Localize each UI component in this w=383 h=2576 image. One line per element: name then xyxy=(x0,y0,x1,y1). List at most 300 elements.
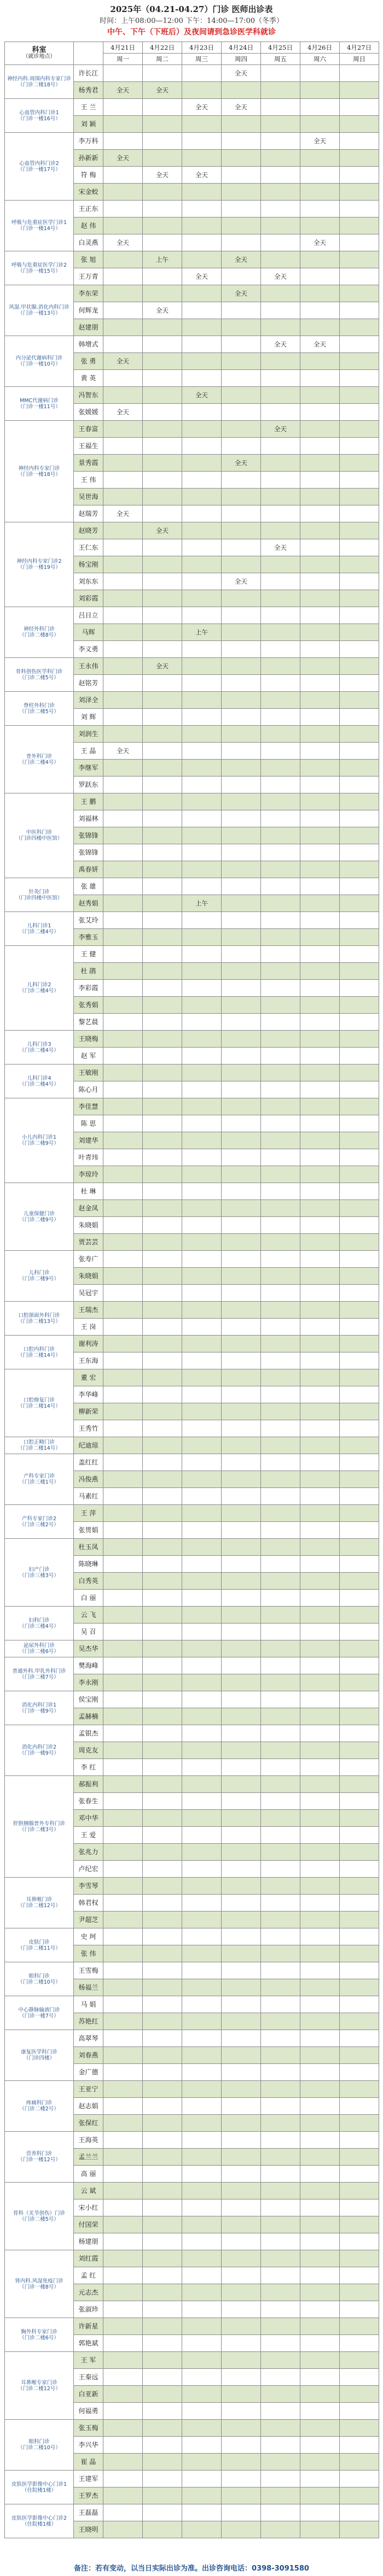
department-location: （门诊一楼9号） xyxy=(19,1750,59,1756)
shift-cell xyxy=(300,895,340,912)
doctor-name: 郭艳斌 xyxy=(74,2335,103,2352)
doctor-name: 刘福林 xyxy=(74,810,103,827)
shift-cell xyxy=(222,2149,261,2166)
doctor-name: 罗跃东 xyxy=(74,777,103,793)
doctor-name: 赵建朋 xyxy=(74,319,103,336)
shift-cell xyxy=(222,997,261,1014)
department-location: （门诊一楼18号） xyxy=(18,471,61,478)
shift-cell xyxy=(182,472,222,489)
shift-cell xyxy=(300,1962,340,1979)
shift-cell xyxy=(182,963,222,980)
shift-cell xyxy=(300,2013,340,2030)
shift-cell xyxy=(340,65,379,82)
shift-cell xyxy=(182,1861,222,1878)
shift-cell xyxy=(300,641,340,658)
shift-cell xyxy=(143,1691,182,1708)
department-cell xyxy=(5,1031,74,1064)
shift-cell xyxy=(300,1403,340,1420)
shift-cell xyxy=(340,2115,379,2132)
doctor-name: 杜 鹃 xyxy=(74,963,103,980)
shift-cell xyxy=(143,2318,182,2335)
shift-cell xyxy=(300,2115,340,2132)
shift-cell xyxy=(300,99,340,116)
shift-cell xyxy=(261,1285,300,1302)
shift-cell xyxy=(103,692,143,709)
shift-cell xyxy=(103,387,143,404)
shift-cell xyxy=(182,793,222,810)
shift-cell xyxy=(222,2437,261,2454)
shift-cell xyxy=(222,217,261,234)
shift-cell xyxy=(103,251,143,268)
department-cell xyxy=(5,692,74,726)
doctor-name: 盖红红 xyxy=(74,1454,103,1471)
shift-cell xyxy=(340,2471,379,2487)
shift-cell xyxy=(261,1725,300,1742)
doctor-name: 陈 思 xyxy=(74,1115,103,1132)
shift-cell xyxy=(103,2471,143,2487)
shift-cell xyxy=(300,2437,340,2454)
shift-cell xyxy=(300,777,340,793)
shift-cell xyxy=(300,980,340,997)
shift-cell xyxy=(300,167,340,184)
shift-cell xyxy=(182,709,222,726)
shift-cell xyxy=(182,1657,222,1674)
shift-cell xyxy=(300,2420,340,2437)
shift-cell xyxy=(222,946,261,963)
shift-cell xyxy=(182,2504,222,2521)
shift-cell xyxy=(340,2267,379,2284)
department-location: （门诊四楼中医馆） xyxy=(15,895,63,901)
doctor-name: 白灵燕 xyxy=(74,234,103,251)
shift-cell xyxy=(143,641,182,658)
department-cell xyxy=(5,251,74,285)
shift-cell xyxy=(103,777,143,793)
shift-cell xyxy=(340,167,379,184)
weekday-header: 周四 xyxy=(222,54,261,65)
shift-cell xyxy=(143,861,182,878)
shift-cell xyxy=(182,2471,222,2487)
doctor-row xyxy=(5,2352,379,2369)
department-name: 肝胆胰腺普外专科门诊 xyxy=(13,1820,65,1827)
shift-cell xyxy=(103,1640,143,1657)
shift-cell xyxy=(103,1454,143,1471)
shift-cell xyxy=(222,1640,261,1657)
shift-cell xyxy=(182,2369,222,2386)
shift-cell xyxy=(222,1031,261,1048)
shift-cell xyxy=(222,489,261,505)
shift-cell xyxy=(182,1234,222,1251)
doctor-row xyxy=(5,201,379,217)
shift-cell xyxy=(222,980,261,997)
shift-cell xyxy=(340,1048,379,1064)
doctor-row xyxy=(5,2081,379,2098)
shift-cell xyxy=(182,455,222,472)
department-cell xyxy=(5,522,74,607)
shift-cell xyxy=(103,1522,143,1539)
shift-cell xyxy=(103,1945,143,1962)
shift-cell xyxy=(103,1115,143,1132)
doctor-name: 侯宝刚 xyxy=(74,1691,103,1708)
shift-cell xyxy=(103,556,143,573)
shift-cell xyxy=(261,2403,300,2420)
shift-cell xyxy=(143,489,182,505)
shift-cell xyxy=(300,810,340,827)
shift-cell xyxy=(261,556,300,573)
doctor-row xyxy=(5,607,379,624)
shift-cell xyxy=(222,133,261,150)
shift-cell xyxy=(261,827,300,844)
shift-cell xyxy=(300,929,340,946)
shift-cell xyxy=(340,1217,379,1234)
doctor-name: 刘建华 xyxy=(74,1132,103,1149)
shift-cell xyxy=(300,1014,340,1031)
doctor-name: 王秀竹 xyxy=(74,1420,103,1437)
department-name: 口腔颌面外科门诊 xyxy=(18,1312,60,1319)
shift-cell xyxy=(300,2064,340,2081)
shift-cell xyxy=(340,1081,379,1098)
shift-cell xyxy=(340,302,379,319)
shift-cell xyxy=(340,1979,379,1996)
shift-cell xyxy=(340,929,379,946)
shift-cell xyxy=(143,1878,182,1895)
doctor-name: 孟银杰 xyxy=(74,1725,103,1742)
shift-cell xyxy=(143,336,182,353)
shift-cell xyxy=(300,285,340,302)
shift-cell xyxy=(182,1319,222,1336)
shift-cell xyxy=(261,2420,300,2437)
department-cell xyxy=(5,1454,74,1505)
shift-cell xyxy=(261,1488,300,1505)
doctor-name: 杜 琳 xyxy=(74,1183,103,1200)
shift-cell xyxy=(261,760,300,777)
shift-cell xyxy=(182,302,222,319)
doctor-row xyxy=(5,2471,379,2487)
department-name: 心血管内科门诊1 xyxy=(19,109,59,116)
department-cell xyxy=(5,1776,74,1878)
doctor-name: 叶青玮 xyxy=(74,1149,103,1166)
shift-cell xyxy=(143,709,182,726)
shift-cell xyxy=(143,2352,182,2369)
doctor-name: 赵志娟 xyxy=(74,2098,103,2115)
shift-cell xyxy=(222,1081,261,1098)
weekday-header: 周一 xyxy=(103,54,143,65)
shift-cell xyxy=(103,810,143,827)
doctor-name: 元志杰 xyxy=(74,2284,103,2301)
shift-cell xyxy=(300,844,340,861)
shift-cell xyxy=(103,455,143,472)
shift-cell xyxy=(222,878,261,895)
department-location: （门诊四楼） xyxy=(23,2055,55,2061)
shift-cell xyxy=(261,2064,300,2081)
shift-cell xyxy=(300,2386,340,2403)
shift-cell xyxy=(300,1573,340,1590)
shift-cell xyxy=(143,1319,182,1336)
shift-cell xyxy=(103,2521,143,2538)
shift-cell xyxy=(222,2047,261,2064)
shift-cell xyxy=(340,1336,379,1352)
shift-cell xyxy=(182,777,222,793)
shift-cell xyxy=(340,743,379,760)
shift-cell xyxy=(340,1996,379,2013)
shift-cell: 全天 xyxy=(222,285,261,302)
shift-cell xyxy=(182,1369,222,1386)
doctor-name: 王东海 xyxy=(74,1352,103,1369)
shift-cell xyxy=(143,268,182,285)
shift-cell xyxy=(103,2047,143,2064)
doctor-row xyxy=(5,251,379,268)
doctor-name: 张 旭 xyxy=(74,251,103,268)
department-location: （门诊二楼4号） xyxy=(19,759,59,766)
shift-cell xyxy=(143,1861,182,1878)
shift-cell xyxy=(261,658,300,675)
shift-cell xyxy=(261,1454,300,1471)
shift-cell xyxy=(103,590,143,607)
shift-cell xyxy=(182,234,222,251)
shift-cell xyxy=(222,1590,261,1607)
department-name: 神经内科专家门诊2 xyxy=(16,558,62,564)
shift-cell xyxy=(340,2149,379,2166)
shift-cell xyxy=(300,1285,340,1302)
shift-cell xyxy=(182,590,222,607)
shift-cell xyxy=(143,743,182,760)
shift-cell: 上午 xyxy=(143,251,182,268)
shift-cell: 全天 xyxy=(261,268,300,285)
shift-cell xyxy=(261,1691,300,1708)
shift-cell: 全天 xyxy=(182,387,222,404)
shift-cell xyxy=(103,1031,143,1048)
shift-cell xyxy=(261,573,300,590)
department-location: （门诊三楼1号） xyxy=(19,1479,59,1485)
shift-cell xyxy=(182,217,222,234)
department-cell xyxy=(5,201,74,251)
shift-cell xyxy=(103,2284,143,2301)
shift-cell xyxy=(182,2403,222,2420)
doctor-row xyxy=(5,1962,379,1979)
shift-cell xyxy=(340,1895,379,1912)
shift-cell xyxy=(300,1217,340,1234)
department-name: 眼科门诊 xyxy=(28,1973,50,1979)
shift-cell xyxy=(143,116,182,133)
doctor-name: 王海英 xyxy=(74,2132,103,2149)
shift-cell xyxy=(222,1979,261,1996)
shift-cell xyxy=(340,556,379,573)
shift-cell xyxy=(261,1200,300,1217)
doctor-row xyxy=(5,1302,379,1319)
shift-cell xyxy=(103,793,143,810)
shift-cell xyxy=(143,2420,182,2437)
doctor-row xyxy=(5,1505,379,1522)
shift-cell: 上午 xyxy=(182,624,222,641)
shift-cell xyxy=(222,844,261,861)
doctor-name: 刘彩霞 xyxy=(74,590,103,607)
doctor-row xyxy=(5,2504,379,2521)
shift-cell xyxy=(340,285,379,302)
shift-cell xyxy=(143,2149,182,2166)
doctor-row xyxy=(5,1437,379,1454)
shift-cell xyxy=(143,692,182,709)
shift-cell xyxy=(222,2166,261,2183)
shift-cell xyxy=(103,336,143,353)
shift-cell xyxy=(182,1014,222,1031)
shift-cell xyxy=(261,1759,300,1776)
shift-cell xyxy=(103,1302,143,1319)
shift-cell xyxy=(103,1132,143,1149)
shift-cell xyxy=(222,2064,261,2081)
shift-cell xyxy=(103,2420,143,2437)
shift-cell xyxy=(103,184,143,201)
shift-cell xyxy=(300,2284,340,2301)
shift-cell xyxy=(300,2487,340,2504)
department-location: （门诊二楼9号） xyxy=(19,1140,59,1146)
department-location: （门诊二楼4号） xyxy=(19,988,59,994)
shift-cell xyxy=(103,1166,143,1183)
shift-cell xyxy=(261,302,300,319)
department-location: （门诊一楼9号） xyxy=(19,1708,59,1714)
shift-cell xyxy=(103,1488,143,1505)
department-location: （门诊二楼9号） xyxy=(19,1276,59,1282)
department-location: （门诊二楼12号） xyxy=(18,1903,61,1909)
shift-cell xyxy=(222,793,261,810)
shift-cell xyxy=(222,1793,261,1810)
shift-cell xyxy=(143,607,182,624)
doctor-row xyxy=(5,336,379,353)
shift-cell xyxy=(222,1945,261,1962)
doctor-name: 宋金蛟 xyxy=(74,184,103,201)
shift-cell xyxy=(222,234,261,251)
shift-cell xyxy=(182,1590,222,1607)
shift-cell xyxy=(182,336,222,353)
shift-cell xyxy=(143,2199,182,2216)
doctor-name: 白 丽 xyxy=(74,1590,103,1607)
shift-cell xyxy=(222,1336,261,1352)
shift-cell xyxy=(182,1115,222,1132)
shift-cell xyxy=(261,2098,300,2115)
shift-cell xyxy=(222,658,261,675)
doctor-name: 白秀英 xyxy=(74,1573,103,1590)
shift-cell xyxy=(143,1827,182,1844)
shift-cell xyxy=(222,1183,261,1200)
department-name: 皮肤医学影像中心门诊1 xyxy=(11,2481,67,2487)
shift-cell xyxy=(143,1776,182,1793)
shift-cell xyxy=(182,556,222,573)
shift-cell xyxy=(103,1979,143,1996)
department-name: 皮肤门诊 xyxy=(28,1939,50,1945)
date-header: 4月25日 xyxy=(261,42,300,54)
shift-cell xyxy=(261,2352,300,2369)
department-cell xyxy=(5,133,74,201)
shift-cell xyxy=(300,1302,340,1319)
shift-cell xyxy=(340,1403,379,1420)
shift-cell xyxy=(182,184,222,201)
shift-cell xyxy=(222,2369,261,2386)
shift-cell xyxy=(182,912,222,929)
shift-cell xyxy=(222,1386,261,1403)
doctor-row xyxy=(5,658,379,675)
doctor-row xyxy=(5,1251,379,1268)
doctor-name: 赵 军 xyxy=(74,1048,103,1064)
shift-cell xyxy=(261,1844,300,1861)
department-cell xyxy=(5,2352,74,2420)
shift-cell xyxy=(340,2284,379,2301)
shift-cell xyxy=(143,2064,182,2081)
shift-cell xyxy=(300,1471,340,1488)
shift-cell xyxy=(222,1844,261,1861)
department-cell xyxy=(5,2081,74,2132)
shift-cell xyxy=(182,1996,222,2013)
shift-cell xyxy=(300,2081,340,2098)
schedule-footer: 备注：若有变动，以当日实际出诊为准。出诊咨询电话：0398-3091580 xyxy=(74,2565,309,2573)
shift-cell xyxy=(340,1708,379,1725)
shift-cell xyxy=(300,65,340,82)
shift-cell xyxy=(340,1268,379,1285)
shift-cell xyxy=(340,2098,379,2115)
doctor-name: 韩君权 xyxy=(74,1895,103,1912)
doctor-name: 张玉梅 xyxy=(74,2420,103,2437)
shift-cell xyxy=(340,82,379,99)
shift-cell xyxy=(222,760,261,777)
shift-cell xyxy=(222,421,261,438)
shift-cell xyxy=(103,472,143,489)
shift-cell xyxy=(103,1996,143,2013)
shift-cell xyxy=(143,2047,182,2064)
department-name: 泌尿外科门诊 xyxy=(23,1643,55,1649)
shift-cell xyxy=(222,1014,261,1031)
shift-cell xyxy=(103,1607,143,1624)
shift-cell xyxy=(222,1488,261,1505)
shift-cell xyxy=(300,1708,340,1725)
shift-cell xyxy=(103,319,143,336)
shift-cell xyxy=(300,1878,340,1895)
shift-cell xyxy=(261,726,300,743)
department-cell xyxy=(5,2132,74,2183)
shift-cell xyxy=(103,2369,143,2386)
doctor-row xyxy=(5,1640,379,1657)
shift-cell xyxy=(103,1827,143,1844)
shift-cell xyxy=(143,844,182,861)
shift-cell xyxy=(222,1352,261,1369)
shift-cell xyxy=(103,1064,143,1081)
shift-cell xyxy=(182,573,222,590)
doctor-name: 王仁东 xyxy=(74,539,103,556)
doctor-name: 张 伟 xyxy=(74,1945,103,1962)
shift-cell xyxy=(143,2132,182,2149)
shift-cell xyxy=(222,1285,261,1302)
shift-cell xyxy=(143,1895,182,1912)
shift-cell xyxy=(261,1657,300,1674)
doctor-name: 王 萍 xyxy=(74,1505,103,1522)
shift-cell xyxy=(182,743,222,760)
shift-cell xyxy=(182,1454,222,1471)
shift-cell xyxy=(300,2369,340,2386)
shift-cell xyxy=(261,1319,300,1336)
shift-cell xyxy=(182,1268,222,1285)
shift-cell xyxy=(222,827,261,844)
shift-cell xyxy=(261,319,300,336)
shift-cell xyxy=(261,167,300,184)
doctor-name: 张贯娟 xyxy=(74,1522,103,1539)
weekday-header: 周五 xyxy=(261,54,300,65)
department-name: 口腔内科门诊 xyxy=(23,1346,55,1352)
shift-cell xyxy=(222,1912,261,1928)
department-location: （门诊二楼5号） xyxy=(19,674,59,681)
shift-cell xyxy=(103,1708,143,1725)
shift-cell xyxy=(300,1268,340,1285)
shift-cell xyxy=(340,2352,379,2369)
department-cell xyxy=(5,2471,74,2504)
shift-cell xyxy=(300,302,340,319)
shift-cell xyxy=(143,878,182,895)
department-name: 普外科门诊 xyxy=(26,753,53,760)
